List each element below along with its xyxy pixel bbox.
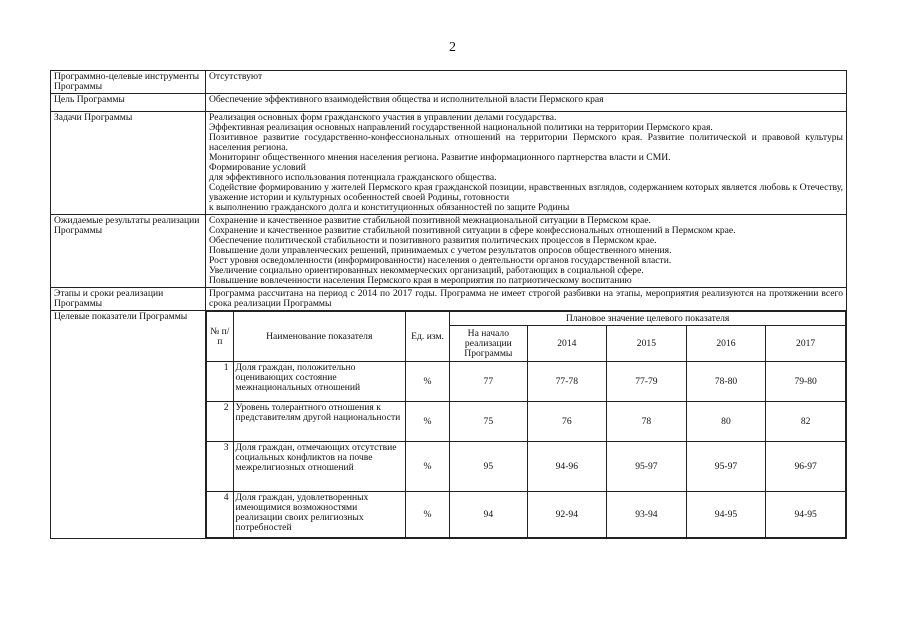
indicator-start: 94 bbox=[450, 492, 527, 538]
row-content bbox=[206, 288, 847, 311]
text-line: Повышение вовлеченности населения Пермского края в мероприятия по патриотическому воспитанию bbox=[209, 275, 632, 286]
text-line: Содействие формированию у жителей Пермского края гражданской позиции, нравственных взглядов, содержанием которых является любовь к Отечеству, уважение истории и культурных особенностей своей Родины, готовности bbox=[209, 182, 843, 203]
indicator-row bbox=[207, 362, 846, 402]
indicator-num: 1 bbox=[207, 362, 234, 402]
row-instruments bbox=[51, 71, 847, 94]
row-label: Цель Программы bbox=[51, 94, 206, 112]
text-line: Позитивное развитие государственно-конфессиональных отношений на территории Пермского края. Развитие политической и правовой культуры населения региона. bbox=[209, 132, 843, 153]
text-line: Увеличение социально ориентированных некоммерческих организаций, работающих в социальной сфере. bbox=[209, 265, 644, 276]
page-number: 2 bbox=[449, 40, 456, 55]
indicator-name: Доля граждан, отмечающих отсутствие социальных конфликтов на почве межрелигиозных отношений bbox=[233, 442, 405, 492]
row-content bbox=[206, 94, 847, 112]
row-label: Целевые показатели Программы bbox=[51, 311, 206, 539]
header-start: На начало реализации Программы bbox=[450, 326, 527, 362]
indicator-unit: % bbox=[405, 492, 449, 538]
row-label: Этапы и сроки реализации Программы bbox=[51, 288, 206, 311]
row-content bbox=[206, 71, 847, 94]
indicator-name: Уровень толерантного отношения к представителям другой национальности bbox=[233, 402, 405, 442]
row-stages bbox=[51, 288, 847, 311]
indicator-unit: % bbox=[405, 402, 449, 442]
text-line: Реализация основных форм гражданского участия в управлении делами государства. bbox=[209, 112, 557, 123]
header-num: № п/п bbox=[207, 312, 234, 362]
indicators-table bbox=[206, 311, 846, 538]
indicator-unit: % bbox=[405, 362, 449, 402]
indicator-value: 92-94 bbox=[527, 492, 607, 538]
row-label: Программно-целевые инструменты Программы bbox=[51, 71, 206, 94]
text-line: к выполнению гражданского долга и конституционных обязанностей по защите Родины bbox=[209, 202, 570, 213]
header-name: Наименование показателя bbox=[233, 312, 405, 362]
indicator-start: 75 bbox=[450, 402, 527, 442]
indicator-row bbox=[207, 442, 846, 492]
row-tasks bbox=[51, 112, 847, 215]
indicator-value: 82 bbox=[766, 402, 846, 442]
indicator-value: 77-79 bbox=[607, 362, 687, 402]
indicator-value: 95-97 bbox=[607, 442, 687, 492]
text-line: Программа рассчитана на период с 2014 по 2017 годы. Программа не имеет строгой разбивки на этапы, мероприятия реализуются на протяжении всего срока реализации Программы bbox=[209, 288, 843, 309]
indicator-value: 77-78 bbox=[527, 362, 607, 402]
text-line: Мониторинг общественного мнения населения региона. Развитие информационного партнерства власти и СМИ. bbox=[209, 152, 671, 163]
text-line: Обеспечение эффективного взаимодействия общества и исполнительной власти Пермского края bbox=[209, 94, 604, 105]
indicator-num: 4 bbox=[207, 492, 234, 538]
indicator-value: 96-97 bbox=[766, 442, 846, 492]
header-unit: Ед. изм. bbox=[405, 312, 449, 362]
row-indicators bbox=[51, 311, 847, 539]
row-content bbox=[206, 215, 847, 288]
row-goal bbox=[51, 94, 847, 112]
text-line: Повышение доли управленческих решений, принимаемых с учетом результатов опросов общественного мнения. bbox=[209, 245, 672, 256]
header-year: 2016 bbox=[686, 326, 766, 362]
program-passport-table bbox=[50, 70, 847, 539]
text-line: Формирование условий bbox=[209, 162, 306, 173]
header-year: 2017 bbox=[766, 326, 846, 362]
indicator-value: 95-97 bbox=[686, 442, 766, 492]
text-line: для эффективного использования потенциала гражданского общества. bbox=[209, 172, 497, 183]
indicator-unit: % bbox=[405, 442, 449, 492]
text-line: Эффективная реализация основных направлений государственной национальной политики на территории Пермского края. bbox=[209, 122, 713, 133]
indicator-value: 94-96 bbox=[527, 442, 607, 492]
indicator-value: 94-95 bbox=[686, 492, 766, 538]
indicator-num: 2 bbox=[207, 402, 234, 442]
indicator-row bbox=[207, 492, 846, 538]
header-planned: Плановое значение целевого показателя bbox=[450, 312, 846, 326]
header-year: 2014 bbox=[527, 326, 607, 362]
indicator-name: Доля граждан, удовлетворенных имеющимися возможностями реализации своих религиозных потребностей bbox=[233, 492, 405, 538]
indicator-value: 76 bbox=[527, 402, 607, 442]
indicator-value: 94-95 bbox=[766, 492, 846, 538]
indicator-num: 3 bbox=[207, 442, 234, 492]
row-content bbox=[206, 112, 847, 215]
indicator-start: 95 bbox=[450, 442, 527, 492]
header-year: 2015 bbox=[607, 326, 687, 362]
text-line: Отсутствуют bbox=[209, 71, 263, 82]
text-line: Рост уровня осведомленности (информированности) населения о деятельности органов государственной власти. bbox=[209, 255, 672, 266]
indicator-value: 78-80 bbox=[686, 362, 766, 402]
indicator-value: 79-80 bbox=[766, 362, 846, 402]
indicator-value: 78 bbox=[607, 402, 687, 442]
indicator-start: 77 bbox=[450, 362, 527, 402]
indicator-name: Доля граждан, положительно оценивающих состояние межнациональных отношений bbox=[233, 362, 405, 402]
text-line: Обеспечение политической стабильности и позитивного развития политических процессов в Пермском крае. bbox=[209, 235, 657, 246]
text-line: Сохранение и качественное развитие стабильной позитивной межнациональной ситуации в Пермском крае. bbox=[209, 215, 651, 226]
indicator-row bbox=[207, 402, 846, 442]
text-line: Сохранение и качественное развитие стабильной позитивной ситуации в сфере конфессиональных отношений в Пермском крае. bbox=[209, 225, 736, 236]
row-label: Задачи Программы bbox=[51, 112, 206, 215]
indicator-value: 93-94 bbox=[607, 492, 687, 538]
indicator-value: 80 bbox=[686, 402, 766, 442]
row-results bbox=[51, 215, 847, 288]
indicators-cell bbox=[206, 311, 847, 539]
row-label: Ожидаемые результаты реализации Программы bbox=[51, 215, 206, 288]
